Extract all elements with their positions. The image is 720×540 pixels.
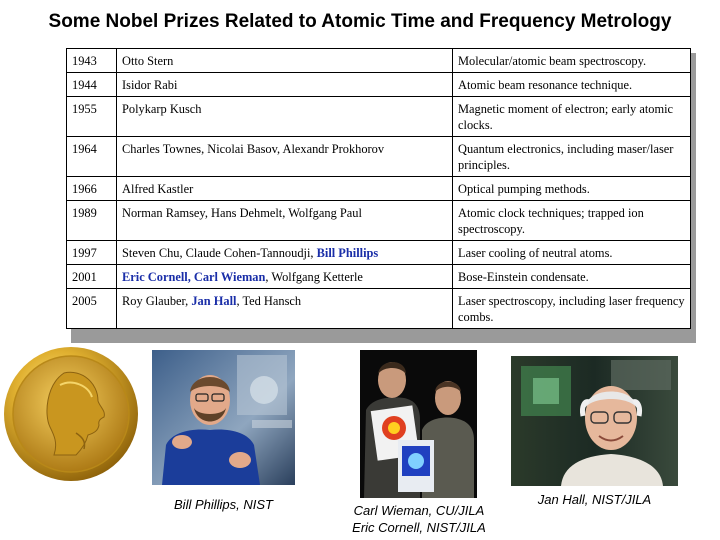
laureate-names xyxy=(117,201,453,241)
table-row xyxy=(67,265,691,289)
laureate-text: Roy Glauber, xyxy=(122,294,192,308)
table-row xyxy=(67,137,691,177)
laureate-names xyxy=(117,137,453,177)
prize-year: 2001 xyxy=(67,265,117,289)
prize-year: 1943 xyxy=(67,49,117,73)
prize-topic: Bose-Einstein condensate. xyxy=(453,265,691,289)
prize-year: 1989 xyxy=(67,201,117,241)
caption-jan-hall: Jan Hall, NIST/JILA xyxy=(537,492,652,507)
prize-topic: Laser cooling of neutral atoms. xyxy=(453,241,691,265)
laureate-text: , Wolfgang Ketterle xyxy=(265,270,363,284)
nobel-medal-image xyxy=(2,345,140,483)
prize-topic: Magnetic moment of electron; early atomic clocks. xyxy=(453,97,691,137)
nobel-prize-table xyxy=(66,48,691,329)
photo-wieman-cornell xyxy=(360,350,477,498)
table-row xyxy=(67,49,691,73)
laureate-text: Polykarp Kusch xyxy=(122,102,202,116)
prize-topic: Quantum electronics, including maser/laser principles. xyxy=(453,137,691,177)
laureate-text: Otto Stern xyxy=(122,54,174,68)
laureate-text: Norman Ramsey, Hans Dehmelt, Wolfgang Paul xyxy=(122,206,362,220)
table-row xyxy=(67,73,691,97)
laureate-text: , Ted Hansch xyxy=(236,294,302,308)
prize-year: 1997 xyxy=(67,241,117,265)
table-row xyxy=(67,97,691,137)
laureate-names xyxy=(117,289,453,329)
laureate-text: Isidor Rabi xyxy=(122,78,178,92)
caption-bill-phillips: Bill Phillips, NIST xyxy=(174,497,273,512)
laureate-names xyxy=(117,97,453,137)
laureate-names xyxy=(117,241,453,265)
laureate-names xyxy=(117,73,453,97)
prize-topic: Laser spectroscopy, including laser frequency combs. xyxy=(453,289,691,329)
prize-year: 1964 xyxy=(67,137,117,177)
highlighted-laureate: Jan Hall xyxy=(191,294,237,308)
laureate-names xyxy=(117,177,453,201)
laureate-text: Alfred Kastler xyxy=(122,182,194,196)
prize-topic: Atomic beam resonance technique. xyxy=(453,73,691,97)
laureate-text: Charles Townes, Nicolai Basov, Alexandr Prokhorov xyxy=(122,142,385,156)
highlighted-laureate: Eric Cornell, Carl Wieman xyxy=(122,270,266,284)
prize-topic: Atomic clock techniques; trapped ion spectroscopy. xyxy=(453,201,691,241)
table-row xyxy=(67,241,691,265)
laureate-text: Steven Chu, Claude Cohen-Tannoudji, xyxy=(122,246,317,260)
prize-year: 1966 xyxy=(67,177,117,201)
caption-carl-wieman: Carl Wieman, CU/JILA xyxy=(353,503,485,518)
laureate-names xyxy=(117,49,453,73)
prize-topic: Optical pumping methods. xyxy=(453,177,691,201)
prize-year: 1944 xyxy=(67,73,117,97)
caption-eric-cornell: Eric Cornell, NIST/JILA xyxy=(352,520,486,535)
table-row xyxy=(67,177,691,201)
photo-bill-phillips xyxy=(152,350,295,485)
highlighted-laureate: Bill Phillips xyxy=(316,246,379,260)
table-row xyxy=(67,289,691,329)
photo-jan-hall xyxy=(511,356,678,486)
prize-topic: Molecular/atomic beam spectroscopy. xyxy=(453,49,691,73)
laureate-names xyxy=(117,265,453,289)
page-title: Some Nobel Prizes Related to Atomic Time and Frequency Metrology xyxy=(48,11,672,32)
prize-year: 1955 xyxy=(67,97,117,137)
table-row xyxy=(67,201,691,241)
prize-year: 2005 xyxy=(67,289,117,329)
